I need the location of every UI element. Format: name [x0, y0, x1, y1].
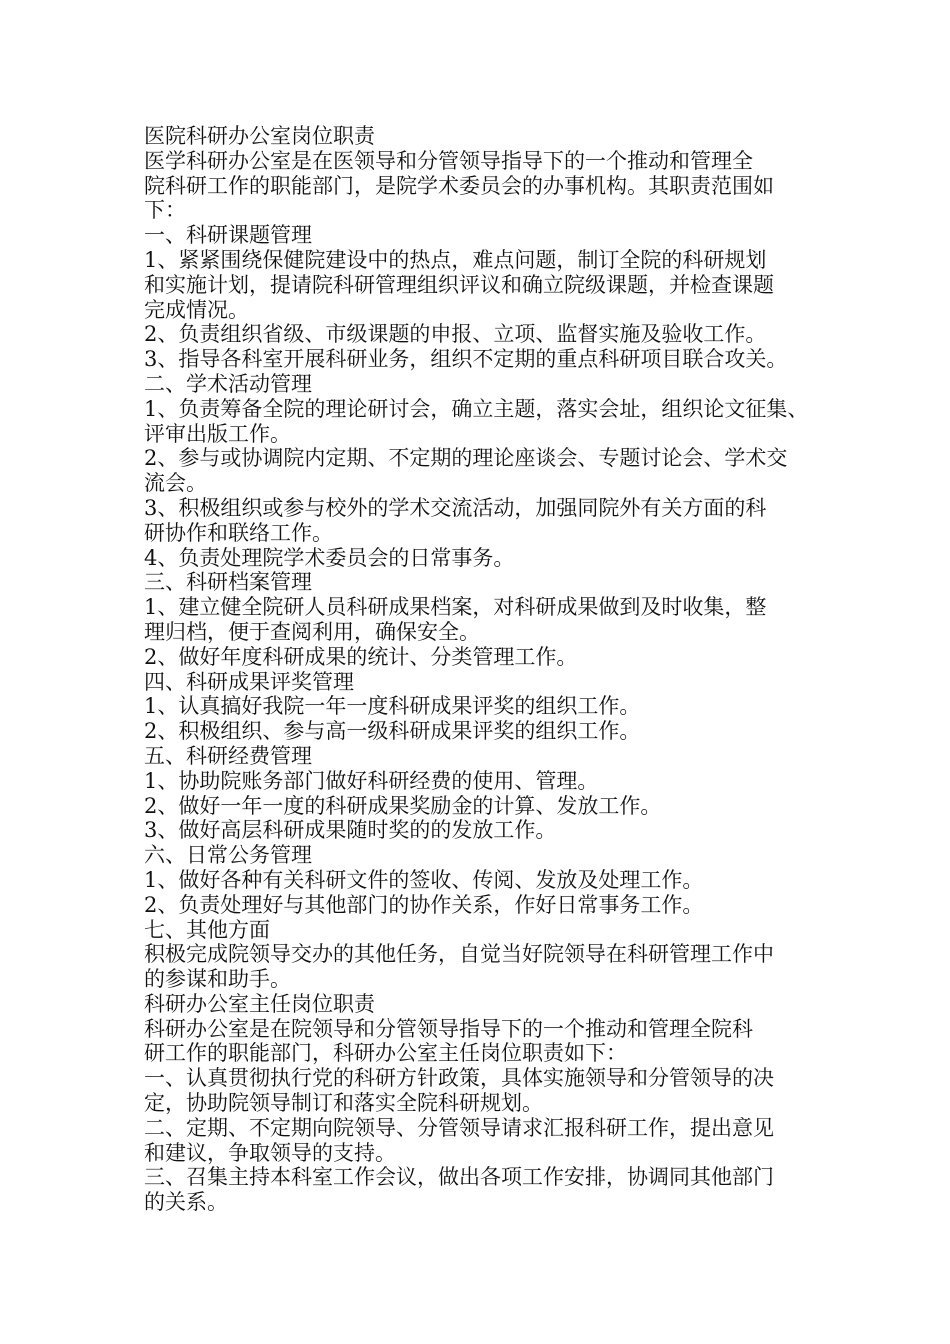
paragraph-line: 1、建立健全院研人员科研成果档案，对科研成果做到及时收集，整: [144, 595, 767, 620]
paragraph-line: 理归档，便于查阅利用，确保安全。: [144, 619, 480, 644]
intro-line: 院科研工作的职能部门，是院学术委员会的办事机构。其职责范围如: [144, 173, 774, 198]
intro-line: 下：: [144, 198, 186, 223]
section-heading: 四、科研成果评奖管理: [144, 669, 354, 694]
paragraph-line: 定，协助院领导制订和落实全院科研规划。: [144, 1091, 543, 1116]
section-heading: 一、科研课题管理: [144, 223, 312, 248]
paragraph-line: 研工作的职能部门，科研办公室主任岗位职责如下：: [144, 1041, 627, 1066]
document-title: 医院科研办公室岗位职责: [144, 124, 375, 148]
paragraph-line: 完成情况。: [144, 297, 249, 322]
paragraph-line: 2、积极组织、参与高一级科研成果评奖的组织工作。: [144, 719, 641, 744]
section-heading: 三、科研档案管理: [144, 570, 312, 595]
paragraph-line: 1、做好各种有关科研文件的签收、传阅、发放及处理工作。: [144, 867, 704, 892]
paragraph-line: 2、做好年度科研成果的统计、分类管理工作。: [144, 644, 578, 669]
intro-line: 医学科研办公室是在医领导和分管领导指导下的一个推动和管理全: [144, 148, 753, 173]
paragraph-line: 3、做好高层科研成果随时奖的的发放工作。: [144, 818, 557, 843]
paragraph-line: 1、认真搞好我院一年一度科研成果评奖的组织工作。: [144, 694, 641, 719]
section-heading: 五、科研经费管理: [144, 743, 312, 768]
paragraph-line: 流会。: [144, 471, 207, 496]
paragraph-line: 3、积极组织或参与校外的学术交流活动，加强同院外有关方面的科: [144, 495, 767, 520]
paragraph-line: 和建议，争取领导的支持。: [144, 1140, 396, 1165]
paragraph-line: 二、定期、不定期向院领导、分管领导请求汇报科研工作，提出意见: [144, 1115, 774, 1140]
section-heading: 六、日常公务管理: [144, 843, 312, 868]
paragraph-line: 1、紧紧围绕保健院建设中的热点，难点问题，制订全院的科研规划: [144, 247, 767, 272]
paragraph-line: 的关系。: [144, 1190, 228, 1215]
paragraph-line: 2、做好一年一度的科研成果奖励金的计算、发放工作。: [144, 793, 662, 818]
paragraph-line: 2、负责处理好与其他部门的协作关系，作好日常事务工作。: [144, 892, 704, 917]
document-body: [144, 124, 824, 1215]
section-heading: 二、学术活动管理: [144, 371, 312, 396]
paragraph-line: 积极完成院领导交办的其他任务，自觉当好院领导在科研管理工作中: [144, 942, 774, 967]
paragraph-line: 2、负责组织省级、市级课题的申报、立项、监督实施及验收工作。: [144, 322, 767, 347]
paragraph-line: 的参谋和助手。: [144, 967, 291, 992]
paragraph-line: 1、协助院账务部门做好科研经费的使用、管理。: [144, 768, 599, 793]
paragraph-line: 研协作和联络工作。: [144, 520, 333, 545]
section-heading: 七、其他方面: [144, 917, 270, 942]
paragraph-line: 2、参与或协调院内定期、不定期的理论座谈会、专题讨论会、学术交: [144, 446, 788, 471]
paragraph-line: 科研办公室是在院领导和分管领导指导下的一个推动和管理全院科: [144, 1016, 753, 1041]
paragraph-line: 三、召集主持本科室工作会议，做出各项工作安排，协调同其他部门: [144, 1165, 774, 1190]
paragraph-line: 一、认真贯彻执行党的科研方针政策，具体实施领导和分管领导的决: [144, 1066, 774, 1091]
paragraph-line: 4、负责处理院学术委员会的日常事务。: [144, 545, 515, 570]
paragraph-line: 和实施计划，提请院科研管理组织评议和确立院级课题，并检查课题: [144, 272, 774, 297]
paragraph-line: 评审出版工作。: [144, 421, 291, 446]
paragraph-line: 1、负责筹备全院的理论研讨会，确立主题，落实会址，组织论文征集、: [144, 396, 809, 421]
document-subtitle: 科研办公室主任岗位职责: [144, 991, 375, 1016]
paragraph-line: 3、指导各科室开展科研业务，组织不定期的重点科研项目联合攻关。: [144, 347, 788, 372]
